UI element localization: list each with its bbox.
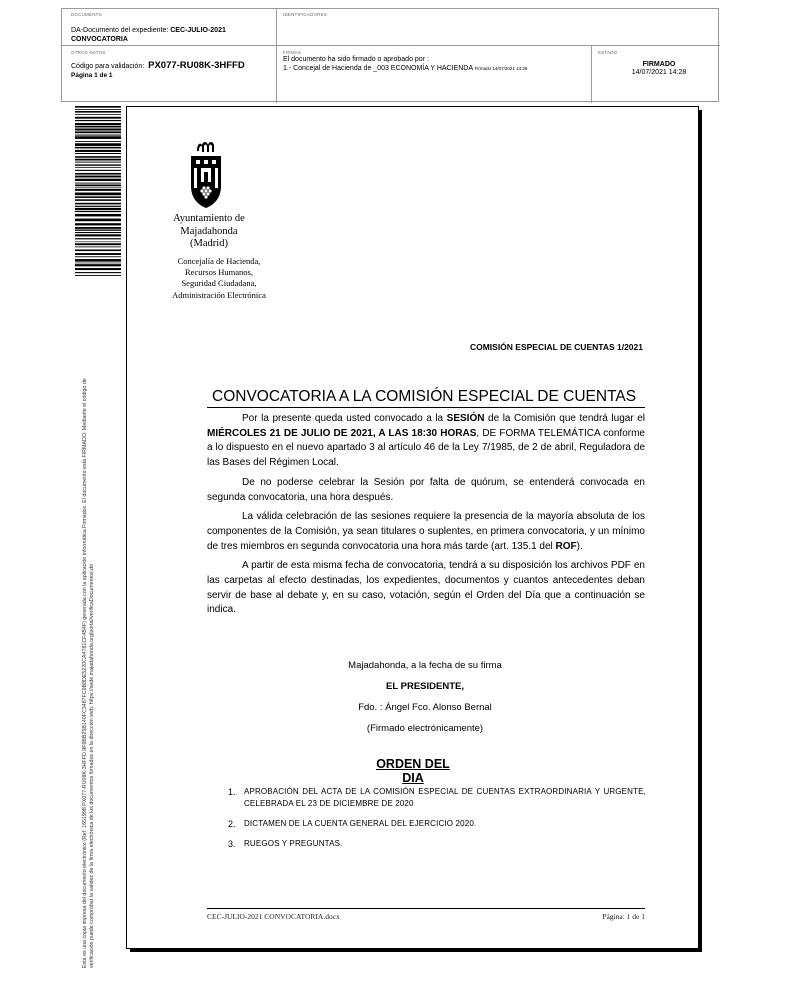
barcode-bar (75, 249, 121, 251)
barcode-bar (75, 123, 121, 125)
expediente-prefix: DA-Documento del expediente: (71, 27, 171, 34)
p1-text-c: de la Comisión que tendrá lugar el (484, 413, 645, 424)
barcode-bar (75, 106, 121, 108)
barcode-bar (75, 256, 121, 257)
barcode-bar (75, 232, 121, 233)
barcode-bar (75, 120, 121, 121)
footer-page-number: Página: 1 de 1 (602, 912, 645, 921)
otros-datos-cell (62, 46, 277, 103)
page-shadow-bottom (130, 949, 702, 952)
barcode-bar (75, 264, 121, 266)
documento-cell (62, 9, 277, 46)
paragraph-4: A partir de esta misma fecha de convocatoria, tendrá a su disposición los archivos PDF en las carpetas al efecto destinadas, los expedientes, documentos y cuantos antecedentes deban servir de base al debate y, en su caso, votación, según el Orden del Día que a continuación se indica. (207, 560, 645, 616)
p1-text-e: , DE FORMA TELEMÁTICA conforme a lo dispuesto en el nuevo apartado 3 al artículo 46 de la Ley 7/1985, de 2 de abril, Reguladora de las Bases del Régimen Local. (207, 427, 645, 469)
barcode-bar (75, 193, 121, 196)
barcode-bar (75, 159, 121, 161)
paragraph-2: De no poderse celebrar la Sesión por falta de quórum, se entenderá convocada en segunda convocatoria, una hora después. (207, 476, 645, 503)
dept-line-2: Recursos Humanos, (185, 267, 253, 278)
dept-line-3: Seguridad Ciudadana, (181, 278, 257, 289)
firmas-label: FIRMAS (283, 50, 302, 55)
p1-bold-sesion: SESIÓN (446, 413, 485, 424)
expediente-line (71, 26, 276, 35)
signature-note: (Firmado electrónicamente) (366, 723, 484, 734)
p3-text-c: ). (576, 540, 583, 552)
firmante-date: Firmado 14/07/2021 14:28 (474, 66, 528, 71)
barcode-bar (75, 275, 121, 276)
document-metadata-table (61, 8, 719, 102)
agenda-item-number: 3. (228, 839, 236, 849)
paragraph-1 (207, 412, 645, 471)
barcode-bar (75, 135, 121, 136)
org-line-3: (Madrid) (190, 238, 228, 249)
signature-name: Fdo. : Ángel Fco. Alonso Bernal (358, 702, 492, 713)
page-shadow-right (699, 110, 702, 952)
barcode-bar (75, 173, 121, 175)
barcode-bar (75, 164, 121, 165)
p3-bold-rof: ROF (555, 540, 577, 552)
barcode-bar (75, 199, 121, 201)
signature-place-date: Majadahonda, a la fecha de su firma (348, 660, 502, 671)
identificadores-cell (277, 9, 720, 46)
expediente-code: CEC-JULIO-2021 (170, 27, 226, 34)
barcode-bar (75, 167, 121, 168)
estado-date: 14/07/2021 14:28 (631, 69, 687, 76)
agenda-title: ORDEN DEL DIA (376, 757, 450, 785)
page-footer (207, 908, 645, 921)
barcode-bar (75, 223, 121, 225)
barcode-bar (75, 162, 121, 163)
barcode-bar (75, 253, 121, 255)
agenda-item-text: DICTAMEN DE LA CUENTA GENERAL DEL EJERCICIO 2020. (244, 819, 477, 828)
barcode-bar (75, 246, 121, 247)
barcode-bar (75, 147, 121, 149)
barcode-bar (75, 126, 121, 128)
dept-line-4: Administración Electrónica (172, 289, 266, 300)
barcode-bar (75, 187, 121, 188)
barcode-bar (75, 153, 121, 154)
documento-label: DOCUMENTO (71, 12, 103, 17)
majadahonda-crest-icon (188, 136, 224, 210)
org-line-2: Majadahonda (180, 225, 238, 237)
barcode-bar (75, 272, 121, 273)
barcode-bar (75, 230, 121, 231)
convocation-body (207, 412, 645, 623)
verification-side-text (82, 303, 106, 968)
barcode-bar (75, 109, 121, 110)
barcode-bar (75, 206, 121, 207)
otros-datos-label: OTROS DATOS (71, 50, 106, 55)
barcode-bar (75, 179, 121, 181)
barcode-bar (75, 214, 121, 216)
barcode-bar (75, 131, 121, 133)
barcode-bar (75, 211, 121, 212)
barcode-bar (75, 259, 121, 262)
p1-text-a: Por la presente queda usted convocado a la (242, 413, 447, 424)
identificadores-label: IDENTIFICADORES (283, 12, 328, 17)
barcode-bar (75, 141, 121, 142)
department-name (150, 256, 288, 301)
agenda-item-number: 2. (228, 819, 236, 829)
validation-code: PX077-RU08K-3HFFD (148, 60, 245, 71)
barcode-bar (75, 117, 121, 119)
barcode-bar (75, 136, 121, 139)
footer-filename: CEC-JULIO-2021 CONVOCATORIA.docx (207, 912, 340, 921)
validation-line (71, 60, 276, 71)
barcode-bar (75, 176, 121, 178)
barcode-bar (75, 238, 121, 239)
barcode-bar (75, 268, 121, 270)
barcode-bar (75, 143, 121, 146)
estado-label: ESTADO (598, 50, 618, 55)
firmas-cell (277, 46, 592, 103)
agenda-item-text: RUEGOS Y PREGUNTAS. (244, 839, 343, 848)
document-type: CONVOCATORIA (71, 36, 128, 43)
barcode-bar (75, 227, 121, 229)
estado-value: FIRMADO (642, 61, 676, 68)
agenda-item (228, 838, 646, 850)
barcode-bar (75, 203, 121, 205)
agenda-item-text: APROBACIÓN DEL ACTA DE LA COMISIÓN ESPECIAL DE CUENTAS EXTRAORDINARIA Y URGENTE, CELEBRADA EL 23 DE DICIEMBRE DE 2020 (244, 787, 646, 808)
barcode-bar (75, 219, 121, 222)
page-info: Página 1 de 1 (71, 72, 113, 79)
barcode-bar (75, 170, 121, 171)
side-text-line-1: Esta es una copia impresa del documento electrónico (Ref: 1651998 PX077-RU08K-3HFFD 9F9BB25B140FC3487FC9B8DE5220CA4781CF4B4F) generada con la aplicación informática Firmadoc. El documento está FIRMADO. Mediante el código de (82, 378, 88, 968)
barcode-bar (75, 208, 121, 210)
barcode-bar (75, 114, 121, 115)
barcode-bar (75, 183, 121, 184)
barcode-bar (75, 242, 121, 243)
barcode-bar (75, 111, 121, 113)
barcode-bar (75, 189, 121, 191)
barcode-bar (75, 156, 121, 158)
agenda-list (228, 786, 646, 858)
firmante: 1.- Concejal de Hacienda de _003 ECONOMÍA Y HACIENDA (283, 65, 473, 72)
barcode-bar (75, 128, 121, 130)
barcode-bar (75, 234, 121, 236)
firmante-line (283, 65, 591, 73)
firmas-text: El documento ha sido firmado o aprobado por : (283, 56, 429, 63)
page-title: CONVOCATORIA A LA COMISIÓN ESPECIAL DE CUENTAS (207, 388, 645, 408)
agenda-item (228, 786, 646, 810)
org-line-1: Ayuntamiento de (173, 213, 245, 224)
barcode-bar (75, 196, 121, 198)
organization-name (160, 213, 258, 251)
signature-block (300, 659, 550, 743)
estado-cell (592, 46, 720, 103)
paragraph-3 (207, 510, 645, 554)
barcode-bar (75, 243, 121, 245)
barcode-bar (75, 184, 121, 186)
side-text-line-2: verificación puede comprobar la validez de la firma electrónica de los documentos firmados en la dirección web: https://sede.majadahonda.org/portal/verificaDocumentos.do (89, 564, 95, 968)
barcode-bar (75, 263, 121, 264)
validation-prefix: Código para validación: (71, 63, 147, 70)
dept-line-1: Concejalía de Hacienda, (177, 256, 261, 266)
signature-role: EL PRESIDENTE, (386, 681, 464, 692)
agenda-item (228, 818, 646, 830)
p1-bold-date: MIÉRCOLES 21 DE JULIO DE 2021, A LAS 18:30 HORAS (207, 427, 477, 439)
barcode-image (75, 106, 121, 276)
p3-text-a: La válida celebración de las sesiones requiere la presencia de la mayoría absoluta de los componentes de la Comisión, ya sean titulares o suplentes, en primera convocatoria, y un mínimo de tres miembros en segunda convocatoria una hora más tarde (art. 135.1 del (207, 511, 645, 552)
session-reference: COMISIÓN ESPECIAL DE CUENTAS 1/2021 (469, 342, 643, 352)
agenda-item-number: 1. (228, 787, 236, 797)
barcode-bar (75, 150, 121, 152)
